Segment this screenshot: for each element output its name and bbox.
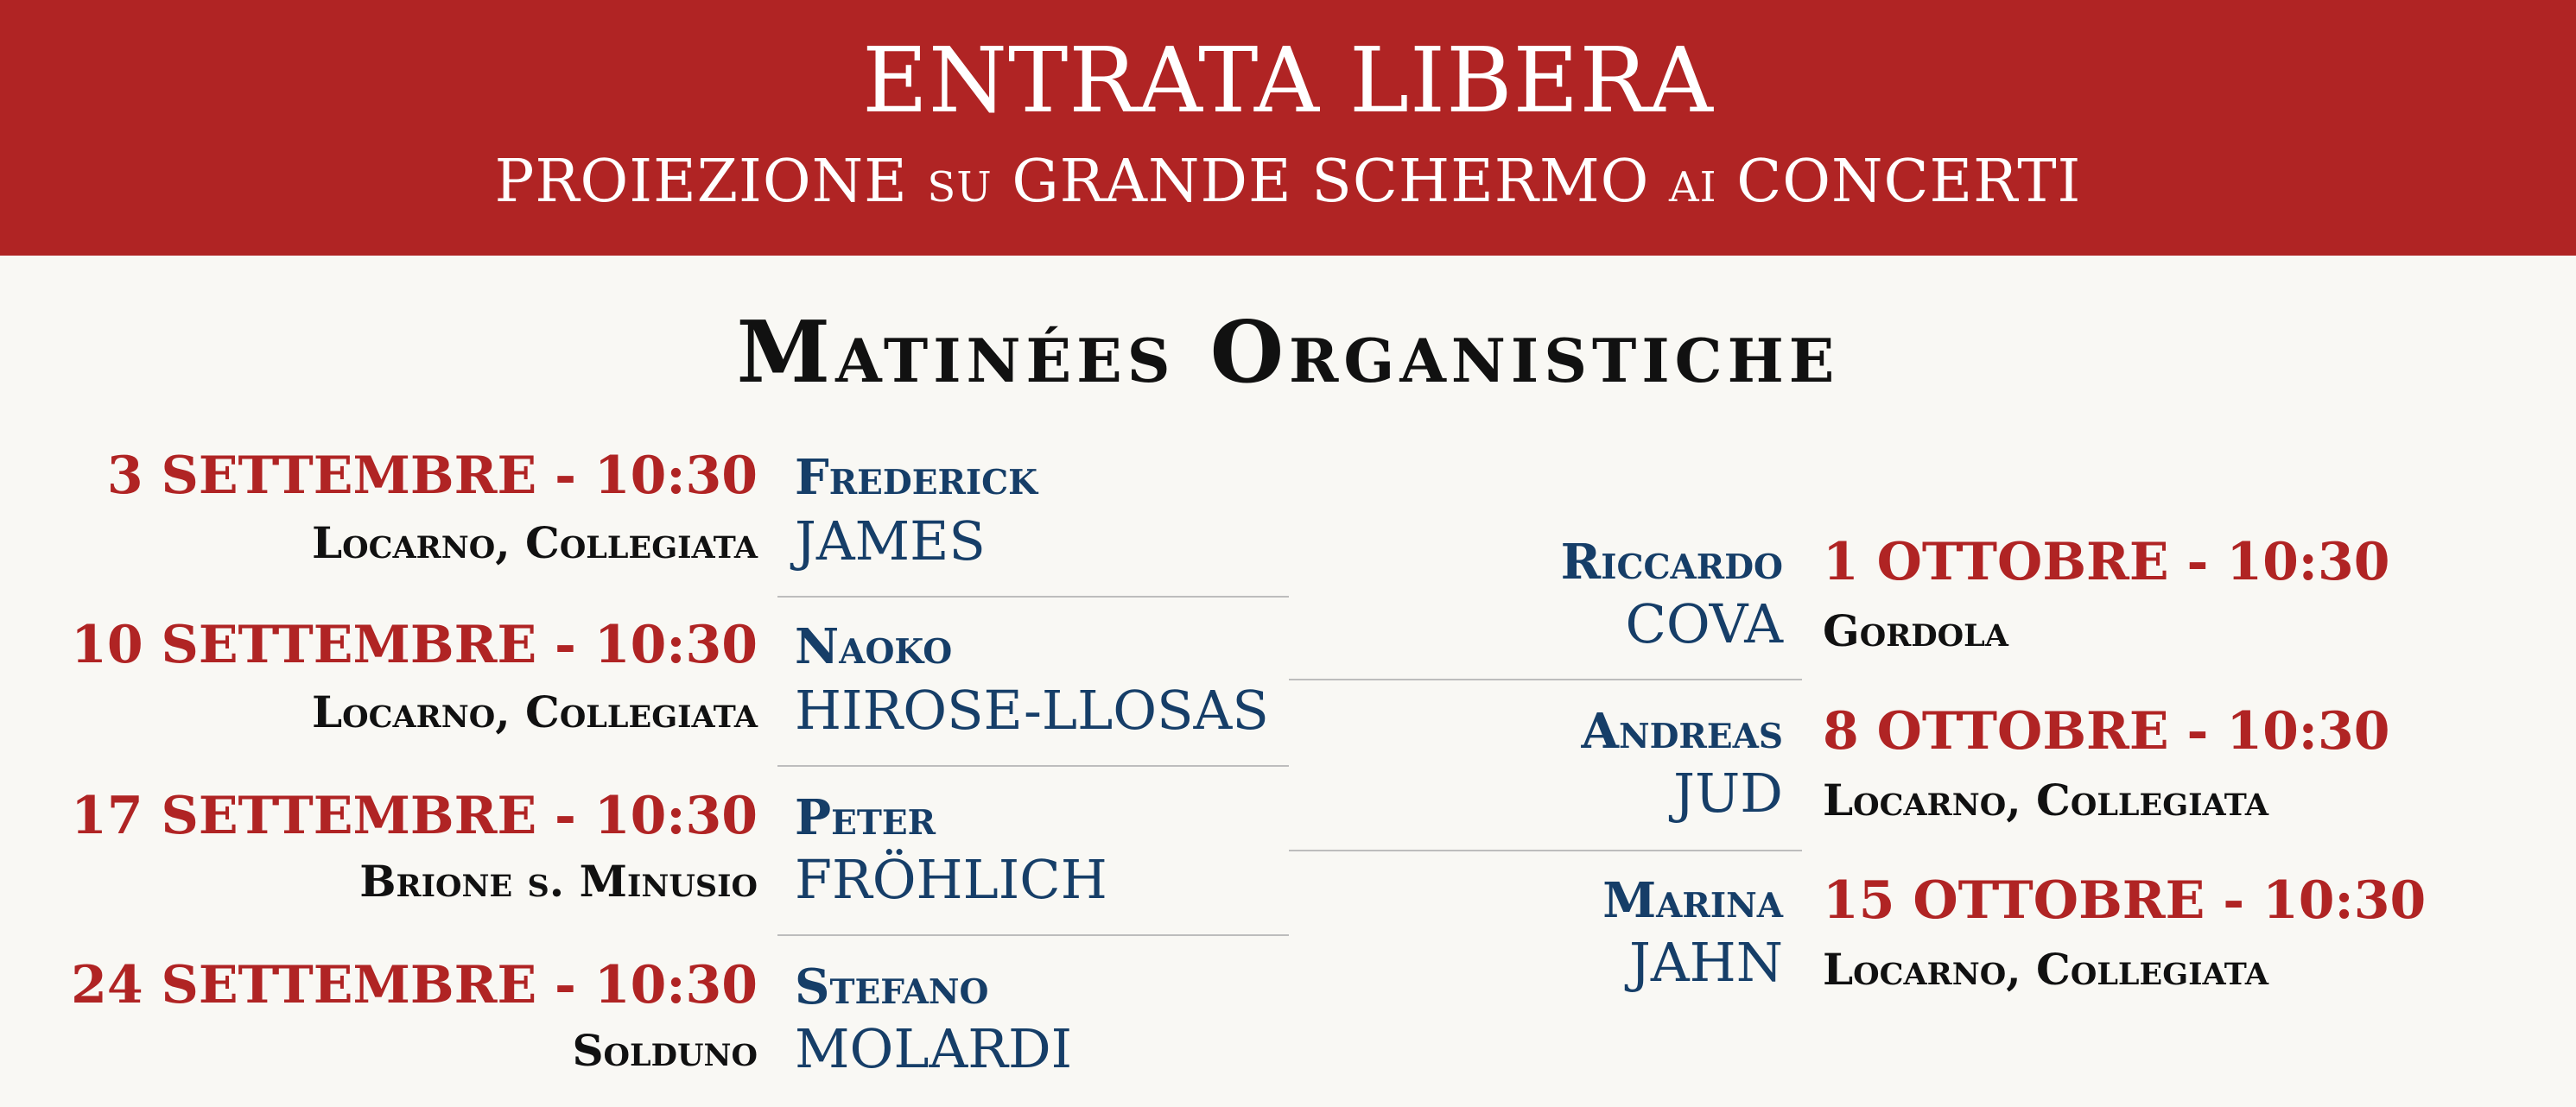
event-date: 8 OTTOBRE - 10:30 xyxy=(1823,701,2390,762)
event-date: 24 SETTEMBRE - 10:30 xyxy=(71,955,758,1015)
event-place: Locarno, Collegiata xyxy=(1823,775,2269,826)
performer-first-name: Naoko xyxy=(795,618,953,675)
performer-last-name: HIROSE-LLOSAS xyxy=(795,679,1269,742)
event-place: Locarno, Collegiata xyxy=(1823,944,2269,995)
row-divider xyxy=(777,765,1289,767)
performer-first-name: Stefano xyxy=(795,958,989,1015)
event-date: 10 SETTEMBRE - 10:30 xyxy=(71,615,758,675)
performer-last-name: JAMES xyxy=(795,509,986,572)
event-date: 1 OTTOBRE - 10:30 xyxy=(1823,532,2390,592)
performer-last-name: FRÖHLICH xyxy=(795,848,1107,911)
row-divider xyxy=(1289,850,1802,851)
performer-last-name: JUD xyxy=(1673,762,1783,825)
performer-first-name: Andreas xyxy=(1581,703,1783,760)
performer-first-name: Riccardo xyxy=(1560,534,1783,591)
row-divider xyxy=(777,934,1289,936)
event-place: Gordola xyxy=(1823,605,2008,656)
performer-first-name: Peter xyxy=(795,789,936,846)
row-divider xyxy=(1289,679,1802,680)
section-title: Matinées Organistiche xyxy=(736,303,1840,402)
event-place: Locarno, Collegiata xyxy=(311,686,758,737)
header-banner xyxy=(0,0,2576,256)
performer-first-name: Frederick xyxy=(795,449,1038,506)
performer-last-name: JAHN xyxy=(1629,931,1783,994)
banner-subtitle: PROIEZIONE su GRANDE SCHERMO ai CONCERTI xyxy=(494,148,2082,216)
performer-last-name: COVA xyxy=(1625,592,1783,655)
event-place: Locarno, Collegiata xyxy=(311,517,758,568)
event-date: 17 SETTEMBRE - 10:30 xyxy=(71,786,758,846)
event-place: Brione s. Minusio xyxy=(359,856,758,907)
performer-last-name: MOLARDI xyxy=(795,1017,1073,1080)
event-date: 15 OTTOBRE - 10:30 xyxy=(1823,870,2427,931)
banner-title: ENTRATA LIBERA xyxy=(862,28,1714,133)
event-date: 3 SETTEMBRE - 10:30 xyxy=(106,446,758,506)
row-divider xyxy=(777,596,1289,598)
performer-first-name: Marina xyxy=(1602,872,1783,929)
event-place: Solduno xyxy=(572,1025,758,1076)
